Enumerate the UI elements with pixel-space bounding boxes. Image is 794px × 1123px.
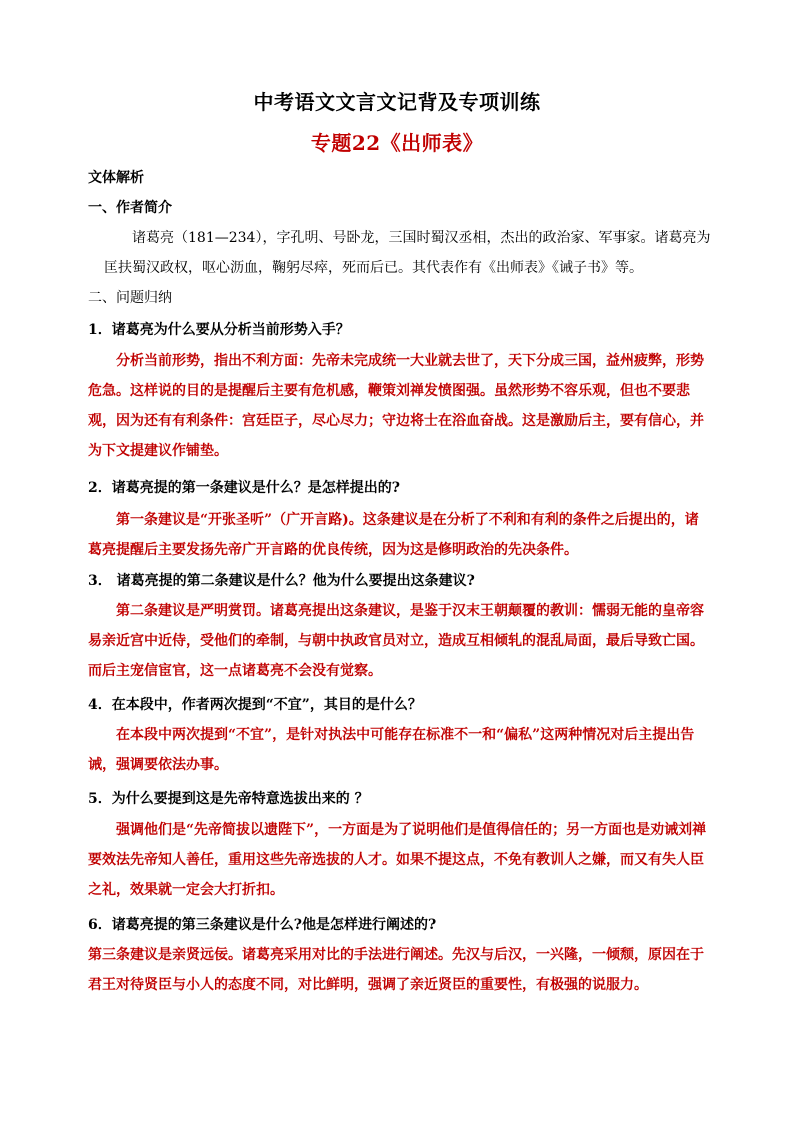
document-subtitle: 专题22《出师表》	[310, 131, 484, 155]
answer-4: 在本段中两次提到“不宜”，是针对执法中可能存在标准不一和“偏私”这两种情况对后主提出告诫，强调要依法办事。	[88, 727, 695, 773]
document-title: 中考语文文言文记背及专项训练	[253, 90, 541, 114]
answer-2: 第一条建议是“开张圣听”（广开言路)。这条建议是在分析了不利和有利的条件之后提出的，诸葛亮提醒后主要发扬先帝广开言路的优良传统，因为这是修明政治的先决条件。	[88, 512, 699, 558]
question-3: 3． 诸葛亮提的第二条建议是什么？他为什么要提出这条建议?	[88, 573, 475, 589]
question-6: 6．诸葛亮提的第三条建议是什么?他是怎样进行阐述的?	[88, 917, 437, 933]
section-questions-heading: 二、问题归纳	[88, 290, 172, 306]
answer-1: 分析当前形势，指出不利方面：先帝未完成统一大业就去世了，天下分成三国，益州疲弊，形势危急。这样说的目的是提醒后主要有危机感，鞭策刘禅发愤图强。虽然形势不容乐观，但也不要悲观，因为还有有利条件：宫廷臣子，尽心尽力；守边将士在浴血奋战。这是激励后主，要有信心，并为下文提建议作铺垫。	[88, 353, 704, 459]
question-4: 4．在本段中，作者两次提到“不宜”，其目的是什么？	[88, 697, 422, 713]
question-2: 2．诸葛亮提的第一条建议是什么？是怎样提出的?	[88, 480, 400, 496]
answer-6: 第三条建议是亲贤远佞。诸葛亮采用对比的手法进行阐述。先汉与后汉，一兴隆，一倾颓，原因在于君王对待贤臣与小人的态度不同，对比鲜明，强调了亲近贤臣的重要性，有极强的说服力。	[88, 947, 704, 993]
answer-3: 第二条建议是严明赏罚。诸葛亮提出这条建议，是鉴于汉末王朝颠覆的教训：懦弱无能的皇帝容易亲近宫中近侍，受他们的牵制，与朝中执政官员对立，造成互相倾轧的混乱局面，最后导致亡国。而后主宠信宦官，这一点诸葛亮不会没有觉察。	[88, 603, 704, 679]
section-author-heading: 一、作者简介	[88, 200, 172, 216]
question-1: 1．诸葛亮为什么要从分析当前形势入手？	[88, 322, 350, 338]
answer-5: 强调他们是“先帝简拔以遗陛下”，一方面是为了说明他们是值得信任的；另一方面也是劝诫刘禅要效法先帝知人善任，重用这些先帝选拔的人才。如果不提这点，不免有教训人之嫌，而又有失人臣之礼，效果就一定会大打折扣。	[88, 822, 707, 898]
author-paragraph: 诸葛亮（181—234），字孔明、号卧龙，三国时蜀汉丞相，杰出的政治家、军事家。诸葛亮为匡扶蜀汉政权，呕心沥血，鞠躬尽瘁，死而后已。其代表作有《出师表》《诫子书》等。	[104, 230, 711, 276]
question-5: 5．为什么要提到这是先帝特意选拔出来的 ？	[88, 791, 369, 807]
section-style-analysis: 文体解析	[88, 170, 144, 186]
